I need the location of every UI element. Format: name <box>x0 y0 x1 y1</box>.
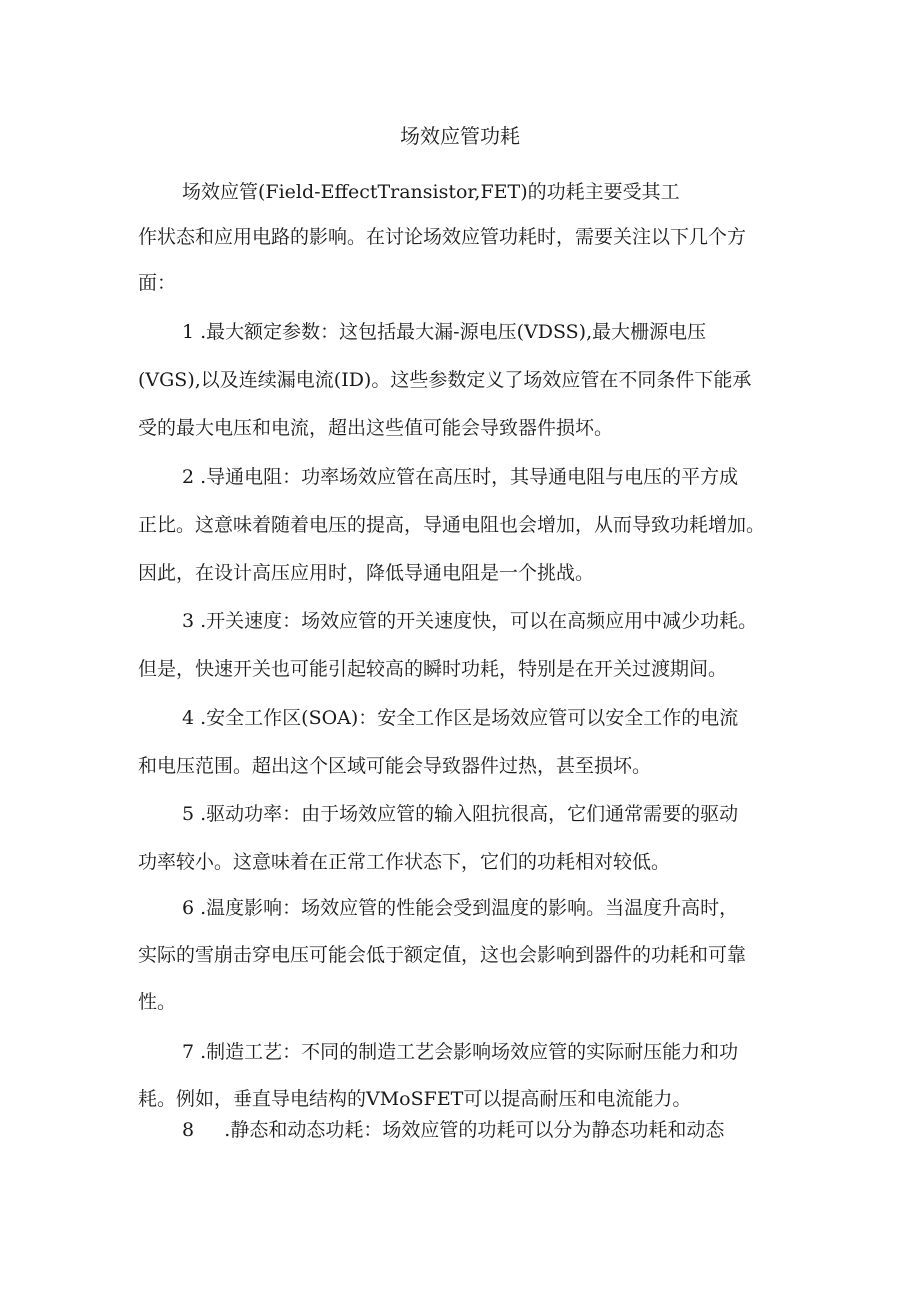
item-8-line-1: 8 .静态和动态功耗：场效应管的功耗可以分为静态功耗和动态 <box>182 1119 725 1141</box>
item-3-line-1: 3 .开关速度：场效应管的开关速度快，可以在高频应用中减少功耗。 <box>182 610 758 632</box>
item-6-line-3: 性。 <box>138 991 177 1013</box>
item-7-line-1: 7 .制造工艺：不同的制造工艺会影响场效应管的实际耐压能力和功 <box>182 1041 739 1063</box>
item-2-line-1: 2 .导通电阻：功率场效应管在高压时，其导通电阻与电压的平方成 <box>182 466 739 488</box>
document-title: 场效应管功耗 <box>400 124 520 148</box>
item-2-line-3: 因此，在设计高压应用时，降低导通电阻是一个挑战。 <box>138 562 595 584</box>
item-3-line-2: 但是，快速开关也可能引起较高的瞬时功耗，特别是在开关过渡期间。 <box>138 658 728 680</box>
item-4-line-1: 4 .安全工作区(SOA)：安全工作区是场效应管可以安全工作的电流 <box>182 707 739 729</box>
item-4-line-2: 和电压范围。超出这个区域可能会导致器件过热，甚至损坏。 <box>138 755 652 777</box>
item-1-line-2: (VGS),以及连续漏电流(ID)。这些参数定义了场效应管在不同条件下能承 <box>138 369 752 391</box>
item-1-line-1: 1 .最大额定参数：这包括最大漏-源电压(VDSS),最大栅源电压 <box>182 321 707 343</box>
item-7-line-2: 耗。例如，垂直导电结构的VMoSFET可以提高耐压和电流能力。 <box>138 1088 692 1110</box>
item-2-line-2: 正比。这意味着随着电压的提高，导通电阻也会增加，从而导致功耗增加。 <box>138 514 766 536</box>
item-5-line-2: 功率较小。这意味着在正常工作状态下，它们的功耗相对较低。 <box>138 851 671 873</box>
paragraph-intro-line-3: 面： <box>138 272 177 294</box>
paragraph-intro-line-1: 场效应管(Field-EffectTransistor,FET)的功耗主要受其工 <box>182 181 680 203</box>
item-6-line-2: 实际的雪崩击穿电压可能会低于额定值，这也会影响到器件的功耗和可靠 <box>138 944 747 966</box>
paragraph-intro-line-2: 作状态和应用电路的影响。在讨论场效应管功耗时，需要关注以下几个方 <box>138 226 747 248</box>
item-5-line-1: 5 .驱动功率：由于场效应管的输入阻抗很高，它们通常需要的驱动 <box>182 803 739 825</box>
item-1-line-3: 受的最大电压和电流，超出这些值可能会导致器件损坏。 <box>138 417 614 439</box>
item-6-line-1: 6 .温度影响：场效应管的性能会受到温度的影响。当温度升高时， <box>182 897 739 919</box>
